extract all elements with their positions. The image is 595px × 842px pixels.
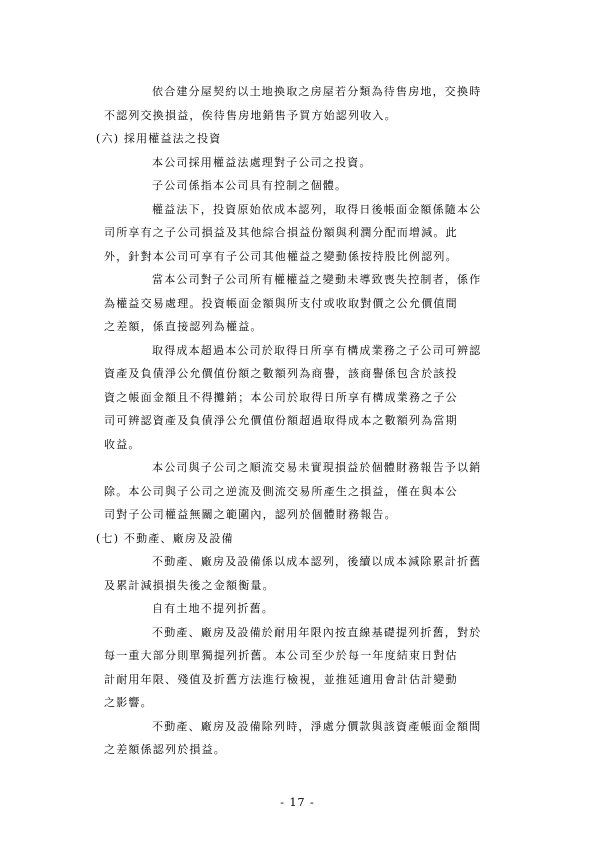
paragraph-line: 資產及負債淨公允價值份額之數額列為商譽，該商譽係包含於該投 <box>104 367 458 380</box>
paragraph-line: 之影響。 <box>104 696 153 709</box>
paragraph <box>104 715 538 762</box>
paragraph-line: 本公司採用權益法處理對子公司之投資。 <box>152 155 372 169</box>
paragraph-line: 之差額係認列於損益。 <box>104 743 226 756</box>
paragraph <box>104 268 538 339</box>
paragraph <box>104 456 538 527</box>
paragraph <box>128 597 538 621</box>
paragraph <box>104 198 538 269</box>
paragraph-line: 不動產、廠房及設備係以成本認列，後續以成本減除累計折舊 <box>152 555 482 568</box>
paragraph-line: 取得成本超過本公司於取得日所享有構成業務之子公司可辨認 <box>152 343 482 357</box>
paragraph-line: 司對子公司權益無關之範圍內，認列於個體財務報告。 <box>104 508 397 521</box>
paragraph <box>128 151 538 175</box>
document-body <box>96 80 538 762</box>
paragraph <box>128 174 538 198</box>
paragraph-line: 收益。 <box>104 437 141 451</box>
page-number: - 17 - <box>280 796 315 809</box>
paragraph-line: 子公司係指本公司具有控制之個體。 <box>152 179 348 192</box>
paragraph-line: 每一重大部分則單獨提列折舊。本公司至少於每一年度結束日對估 <box>104 649 458 662</box>
paragraph-line: 除。本公司與子公司之逆流及側流交易所產生之損益，僅在與本公 <box>104 484 458 498</box>
section-heading: (六) 採用權益法之投資 <box>96 132 222 145</box>
paragraph-line: 權益法下，投資原始依成本認列，取得日後帳面金額係隨本公 <box>152 202 482 216</box>
paragraph-line: 計耐用年限、殘值及折舊方法進行檢視，並推延適用會計估計變動 <box>104 672 458 686</box>
paragraph-line: 不動產、廠房及設備於耐用年限內按直線基礎提列折舊，對於 <box>152 625 482 639</box>
paragraph-line: 自有土地不提列折舊。 <box>152 602 274 615</box>
paragraph-line: 及累計減損損失後之金額衡量。 <box>104 578 275 592</box>
paragraph-line: 依合建分屋契約以土地換取之房屋若分類為待售房地，交換時 <box>152 85 482 98</box>
paragraph <box>104 550 538 597</box>
paragraph <box>104 80 538 127</box>
paragraph-line: 不認列交換損益，俟待售房地銷售予買方始認列收入。 <box>104 108 397 122</box>
paragraph-line: 為權益交易處理。投資帳面金額與所支付或收取對價之公允價值間 <box>104 296 458 310</box>
paragraph-line: 本公司與子公司之順流交易未實現損益於個體財務報告予以銷 <box>152 461 482 474</box>
paragraph-line: 司可辨認資產及負債淨公允價值份額超過取得成本之數額列為當期 <box>104 414 458 427</box>
paragraph <box>104 339 538 457</box>
paragraph-line: 不動產、廠房及設備除列時，淨處分價款與該資產帳面金額間 <box>152 719 482 733</box>
paragraph-line: 外，針對本公司可享有子公司其他權益之變動係按持股比例認列。 <box>104 249 458 263</box>
paragraph-line: 司所享有之子公司損益及其他綜合損益份額與利潤分配而增減。此 <box>104 226 458 239</box>
paragraph <box>104 621 538 715</box>
section-heading: (七) 不動產、廠房及設備 <box>96 531 234 545</box>
paragraph-line: 資之帳面金額且不得攤銷；本公司於取得日所享有構成業務之子公 <box>104 390 458 404</box>
paragraph-line: 之差額，係直接認列為權益。 <box>104 320 263 333</box>
paragraph-line: 當本公司對子公司所有權權益之變動未導致喪失控制者，係作 <box>152 273 482 286</box>
